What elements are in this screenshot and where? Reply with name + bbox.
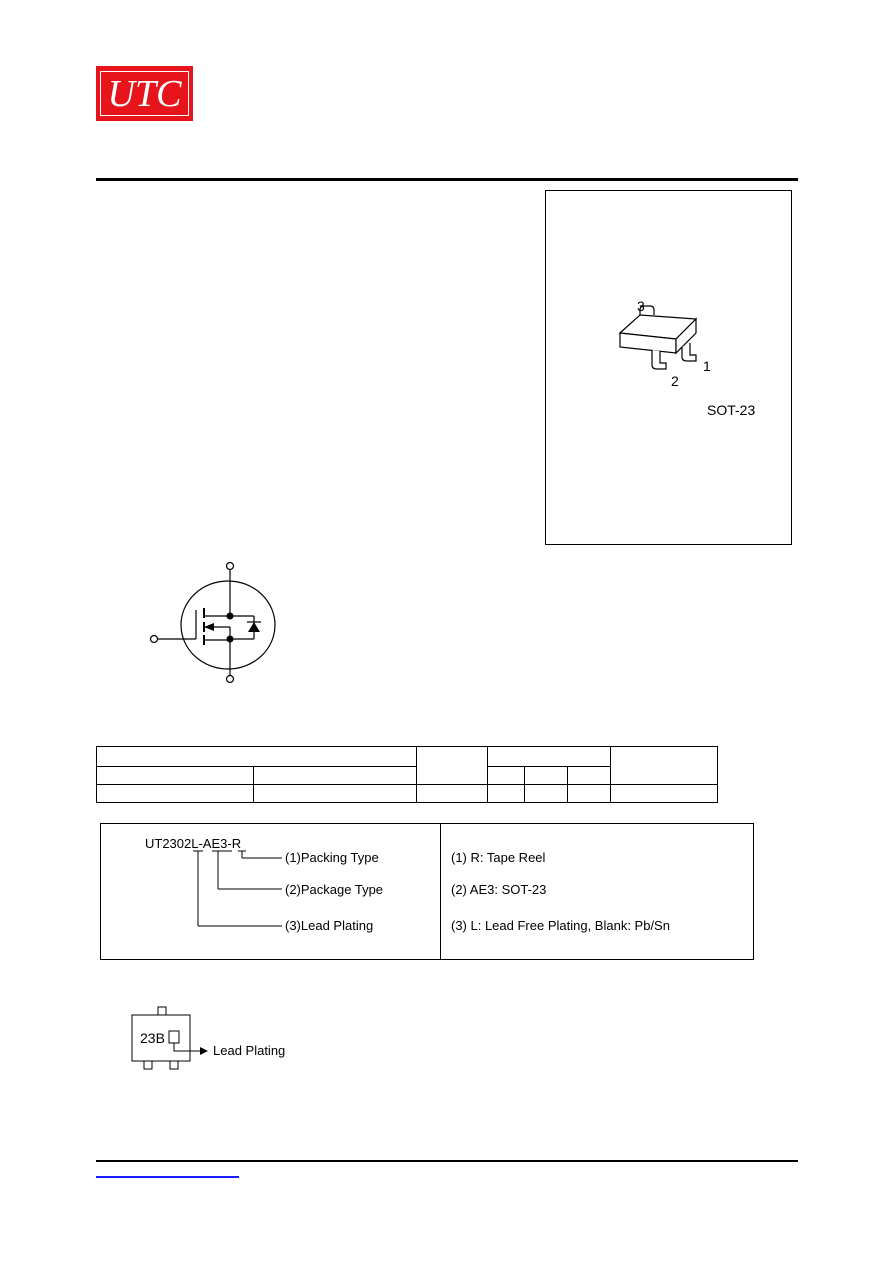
- logo-frame: [100, 71, 189, 116]
- part-number: UT2302L-AE3-R: [145, 836, 242, 851]
- marking-label: Lead Plating: [213, 1043, 286, 1058]
- code-item-3: (3)Lead Plating: [285, 918, 374, 933]
- ordering-code-divider: [440, 823, 441, 960]
- header-rule: [96, 178, 798, 181]
- table-cell: [417, 747, 488, 785]
- table-cell: [525, 785, 568, 803]
- ordering-table: [96, 746, 718, 803]
- pin-2-label: 2: [671, 373, 679, 389]
- footer-rule: [96, 1160, 798, 1162]
- code-desc-3: (3) L: Lead Free Plating, Blank: Pb/Sn: [451, 918, 670, 933]
- table-cell: [97, 785, 254, 803]
- pin-3-label: 3: [637, 298, 645, 314]
- ordering-code-leader-lines: [190, 848, 290, 932]
- table-cell: [568, 785, 611, 803]
- table-cell: [525, 767, 568, 785]
- package-name: SOT-23: [707, 402, 756, 418]
- code-desc-1: (1) R: Tape Reel: [451, 850, 546, 865]
- table-cell: [254, 785, 417, 803]
- table-cell: [254, 767, 417, 785]
- sot23-package-drawing: [600, 295, 720, 395]
- table-cell: [611, 747, 718, 785]
- table-cell: [568, 767, 611, 785]
- mosfet-symbol: [146, 560, 286, 686]
- table-cell: [97, 747, 417, 767]
- code-desc-2: (2) AE3: SOT-23: [451, 882, 547, 897]
- pin-1-label: 1: [703, 358, 711, 374]
- table-cell: [488, 747, 611, 767]
- table-cell: [97, 767, 254, 785]
- marking-code: 23B: [140, 1030, 165, 1046]
- table-cell: [488, 767, 525, 785]
- table-cell: [417, 785, 488, 803]
- table-cell: [488, 785, 525, 803]
- website-link[interactable]: [96, 1176, 239, 1178]
- code-item-2: (2)Package Type: [285, 882, 384, 897]
- table-cell: [611, 785, 718, 803]
- utc-logo: [96, 66, 193, 121]
- code-item-1: (1)Packing Type: [285, 850, 379, 865]
- logo-text: UTC: [107, 73, 182, 115]
